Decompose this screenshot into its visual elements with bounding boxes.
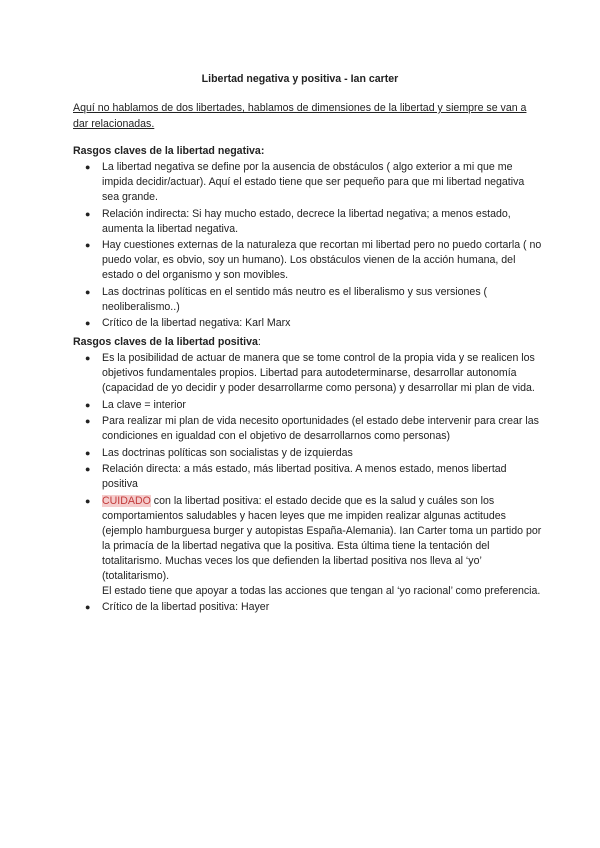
list-item: ● La libertad negativa se define por la ausencia de obstáculos ( algo exterior a mi que me impida decidir/actuar). Aquí el estado tiene que ser pequeño para que mi libertad negativa sea grande. (85, 161, 525, 203)
caution-extra: El estado tiene que apoyar a todas las acciones que tengan al ‘yo racional’ como preferencia. (102, 584, 541, 597)
bullet-icon: ● (85, 208, 91, 219)
list-item: ● Hay cuestiones externas de la naturaleza que recortan mi libertad pero no puedo cortarla ( no puedo volar, es obvio, soy un humano). Los obstáculos vienen de la acción humana, del estado o del organismo y son movibles. (85, 239, 542, 281)
bullet-icon: ● (85, 447, 91, 458)
list-item-caution: ● CUIDADO con la libertad positiva: el estado decide que es la salud y cuáles son los comportamientos saludables y hacen leyes que me impiden realizar algunas actitudes (ejemplo hamburguesa burger y autopistas España-Alemania). Ian Carter toma un partido por la primacía de la libertad negativa que la positiva. Esta última tiene la tentación del totalitarismo. Muchas veces los que defienden la libertad positiva nos lleva al ‘yo’ (totalitarismo). El estado tiene que apoyar a todas las acciones que tengan al ‘yo racional’ como preferencia. (85, 494, 542, 597)
list-item: ● Relación indirecta: Si hay mucho estado, decrece la libertad negativa; a menos estado, aumenta la libertad negativa. (85, 207, 511, 235)
bullet-icon: ● (85, 286, 91, 297)
positive-heading: Rasgos claves de la libertad positiva: (73, 336, 261, 348)
document-title: Libertad negativa y positiva - Ian carter (201, 73, 399, 85)
bullet-icon: ● (85, 464, 91, 474)
bullet-icon: ● (85, 318, 91, 328)
list-item: ● Crítico de la libertad positiva: Hayer (85, 601, 270, 613)
negative-liberty-section (73, 144, 543, 333)
bullet-icon: ● (85, 495, 91, 506)
list-item: ● Para realizar mi plan de vida necesito oportunidades (el estado debe intervenir para crear las condiciones en igualdad con el objetivo de desarrollarnos como personas) (85, 415, 539, 442)
bullet-icon: ● (85, 353, 91, 363)
list-item: ● Relación directa: a más estado, más libertad positiva. A menos estado, menos libertad positiva (85, 463, 507, 490)
bullet-icon: ● (85, 162, 91, 172)
bullet-icon: ● (85, 240, 91, 250)
intro-paragraph: Aquí no hablamos de dos libertades, hablamos de dimensiones de la libertad y siempre se van a dar relacionadas. (73, 102, 527, 130)
bullet-icon: ● (85, 416, 91, 426)
list-item: ● Las doctrinas políticas en el sentido más neutro es el liberalismo y sus versiones ( neoliberalismo..) (85, 285, 488, 313)
bullet-icon: ● (85, 602, 91, 612)
negative-list (73, 160, 543, 331)
list-item: ● Es la posibilidad de actuar de manera que se tome control de la propia vida y se realicen los objetivos fundamentales propios. Libertad para autodeterminarse, desarrollar autonomía (capacidad de yo decidir y poder desarrollarme como persona) y desarrollar mi plan de vida. (85, 352, 535, 394)
bullet-icon: ● (85, 399, 91, 410)
positive-list (73, 351, 543, 615)
positive-liberty-section (73, 335, 543, 617)
list-item: ● Crítico de la libertad negativa: Karl Marx (85, 317, 291, 329)
negative-heading: Rasgos claves de la libertad negativa: (73, 145, 265, 157)
caution-highlight: CUIDADO (102, 494, 151, 507)
list-item: ● La clave = interior (85, 398, 186, 411)
list-item: ● Las doctrinas políticas son socialistas y de izquierdas (85, 446, 353, 459)
